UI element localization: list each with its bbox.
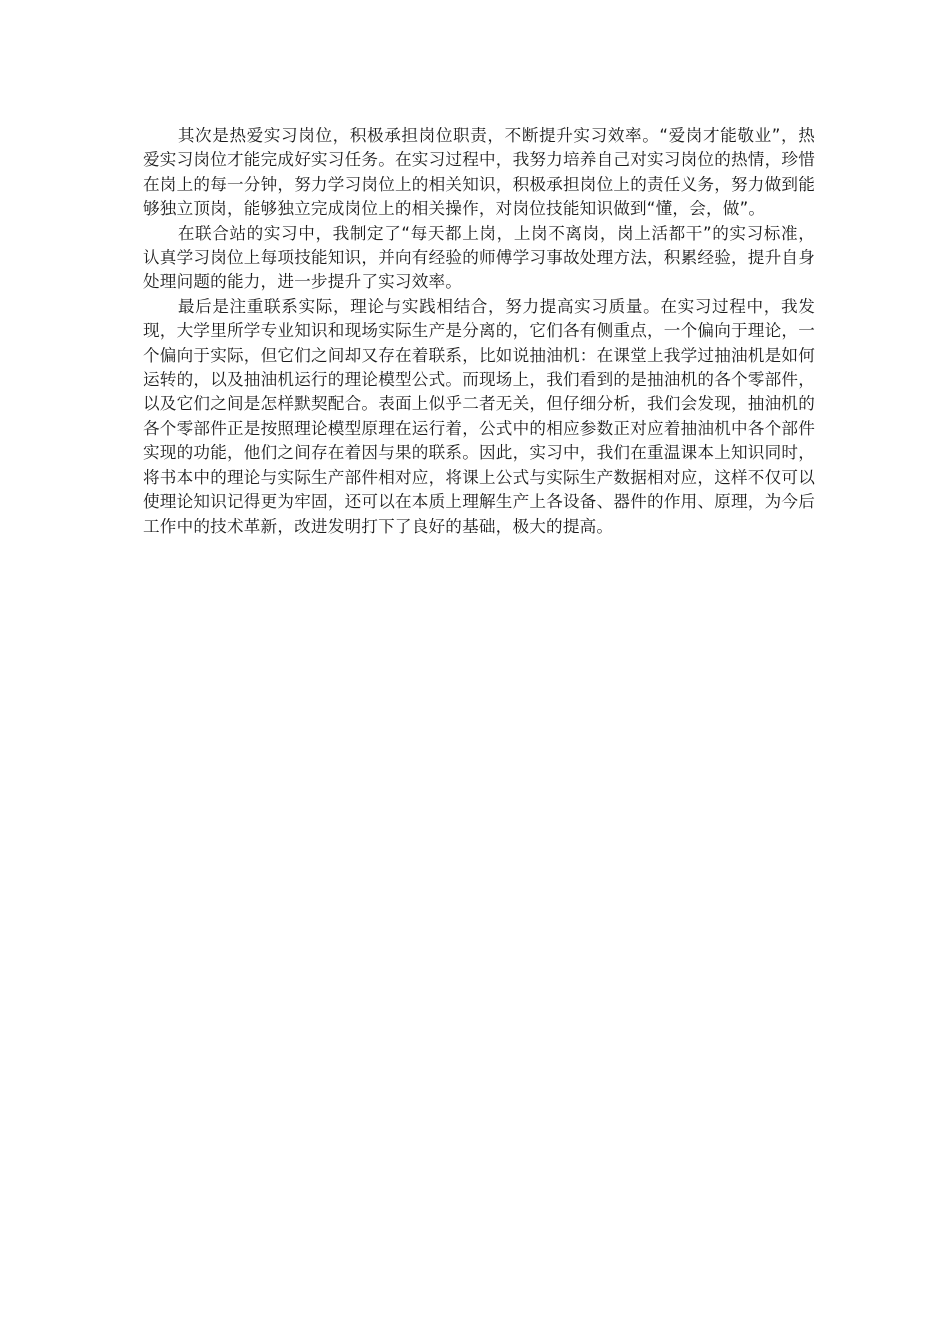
document-body: [143, 124, 815, 539]
paragraph-theory-practice: 最后是注重联系实际，理论与实践相结合，努力提高实习质量。在实习过程中，我发现，大学里所学专业知识和现场实际生产是分离的，它们各有侧重点，一个偏向于理论，一个偏向于实际，但它们之间却又存在着联系，比如说抽油机：在课堂上我学过抽油机是如何运转的，以及抽油机运行的理论模型公式。而现场上，我们看到的是抽油机的各个零部件，以及它们之间是怎样默契配合。表面上似乎二者无关，但仔细分析，我们会发现，抽油机的各个零部件正是按照理论模型原理在运行着，公式中的相应参数正对应着抽油机中各个部件实现的功能，他们之间存在着因与果的联系。因此，实习中，我们在重温课本上知识同时，将书本中的理论与实际生产部件相对应，将课上公式与实际生产数据相对应，这样不仅可以使理论知识记得更为牢固，还可以在本质上理解生产上各设备、器件的作用、原理，为今后工作中的技术革新，改进发明打下了良好的基础，极大的提高。: [143, 296, 815, 536]
paragraph-job-dedication: 其次是热爱实习岗位，积极承担岗位职责，不断提升实习效率。“爱岗才能敬业”，热爱实习岗位才能完成好实习任务。在实习过程中，我努力培养自己对实习岗位的热情，珍惜在岗上的每一分钟，努力学习岗位上的相关知识，积极承担岗位上的责任义务，努力做到能够独立顶岗，能够独立完成岗位上的相关操作，对岗位技能知识做到“懂，会，做”。: [143, 126, 815, 219]
paragraph-station-practice: 在联合站的实习中，我制定了“每天都上岗，上岗不离岗，岗上活都干”的实习标准，认真学习岗位上每项技能知识，并向有经验的师傅学习事故处理方法，积累经验，提升自身处理问题的能力，进一步提升了实习效率。: [143, 223, 815, 292]
